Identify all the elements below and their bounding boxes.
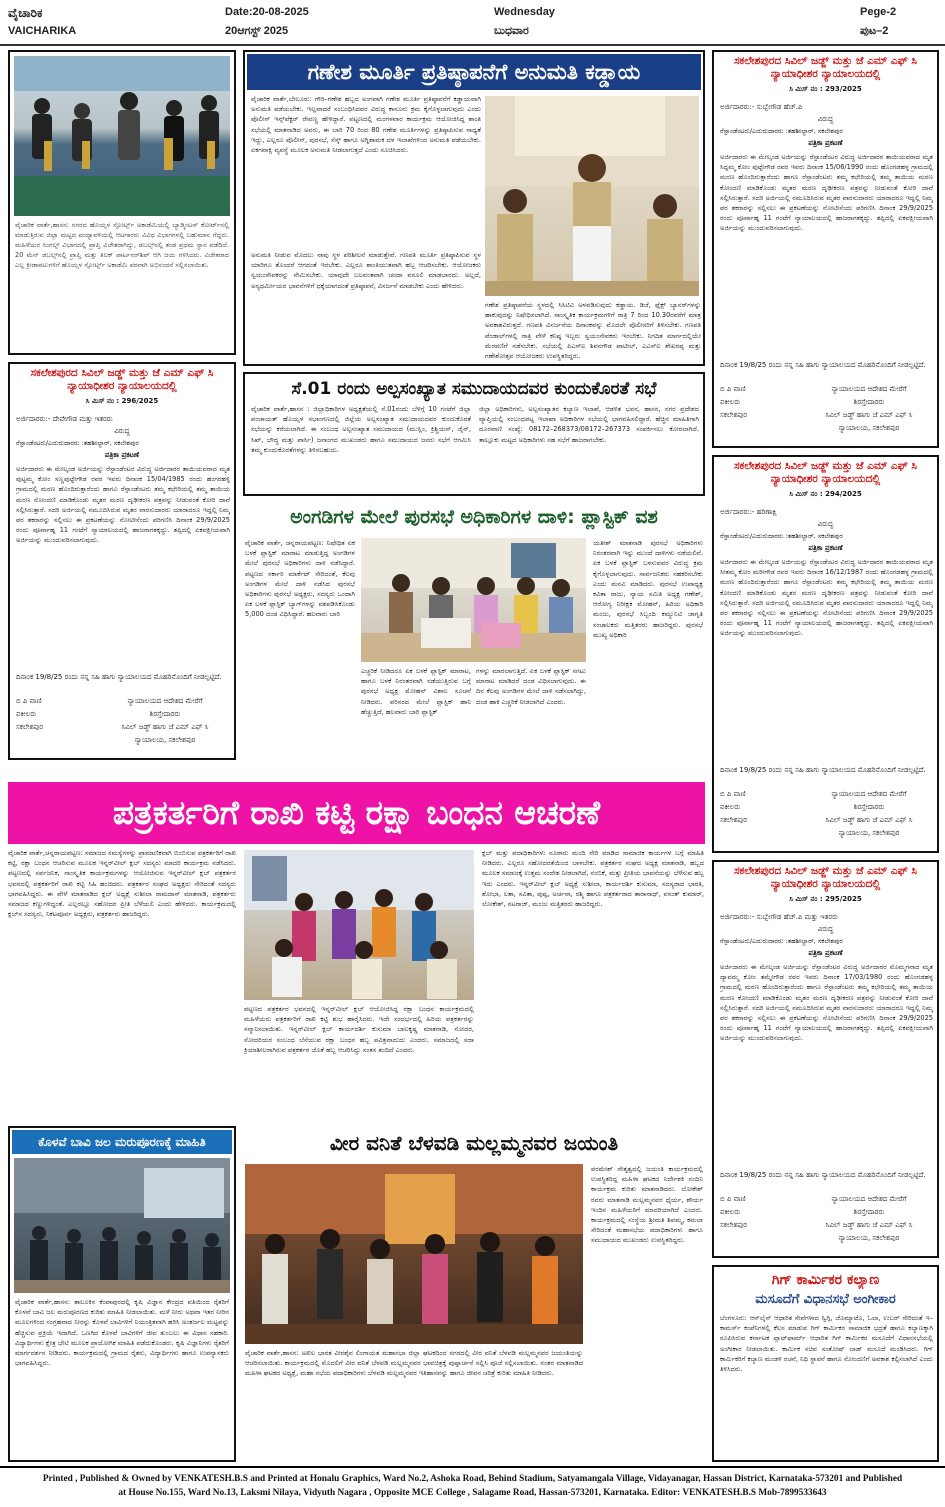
- court-place: ನ್ಯಾಯಾಲಯ, ಸಕಲೇಶಪುರ: [134, 736, 196, 744]
- paper-name-kn: ವೈಚಾರಿಕ: [8, 6, 43, 20]
- rakhi-col3: ಕ್ಲಬ್ ಮತ್ತು ಪದಾಧಿಕಾರಿಗಳು ನೂರಾರು ಮಂದಿ ಸೇರಿ ಮಾಡಿದ ಸಾಮಾಜಿಕ ಕಾರ್ಯಗಳ ಬಗ್ಗೆ ಮಾಹಿತಿ ನೀಡಿದರು. ಎಲ್ಲರೂ ಸಹೋದರತೆಯಿಂದ ಬಾಳಬೇಕು. ಪತ್ರಕರ್ತರ ಸಂಘದ ಅಧ್ಯಕ್ಷ ಮಾತನಾಡಿ, ಹಬ್ಬದ ಮೂಲಕ ಸಮಾಜಕ್ಕೆ ಉತ್ತಮ ಸಂದೇಶ ನೀಡಲಾಗಿದೆ, ನಂಬಿಕೆ, ಮತ್ತು ಪ್ರೀತಿಯ ಭಾವನೆಯನ್ನು ಬೆಳೆಸುವ ಹಬ್ಬ ಇದು ಎಂದರು. ಇನ್ನರ್‌ವೀಲ್ ಕ್ಲಬ್ ಅಧ್ಯಕ್ಷೆ ಸುಶೀಲಾ, ಕಾರ್ಯದರ್ಶಿ ಕುಸುಮಾ, ಸದಸ್ಯರಾದ ಭಾರತಿ, ಶೋಭಾ, ಲತಾ, ಸವಿತಾ, ಪುಷ್ಪ, ಅರ್ಚನಾ, ರಶ್ಮಿ ಹಾಗೂ ಪತ್ರಕರ್ತರಾದ ತಾರಾನಾಥ್, ವಸಂತ್ ಕುಮಾರ್, ಲೋಕೇಶ್, ನಟರಾಜ್, ಮಂಜು ಮತ್ತಿತರರು ಹಾಜರಿದ್ದರು.: [482, 849, 704, 909]
- court-notice-293: [712, 50, 939, 448]
- order-by: ನ್ಯಾಯಾಲಯದ ಆದೇಶದ ಮೇರೆಗೆ: [127, 697, 203, 705]
- notice-body: ಅರ್ಜಿದಾರರು ಈ ಮೇಲ್ಕಂಡ ಅರ್ಜಿಯನ್ನು ರೆಸ್ಪಾಂಡೆಂಟರ ವಿರುದ್ಧ ಅರ್ಜಿದಾರರ ತಾಯಿಯವರಾದ ಮೃತ ಸೀತಮ್ಮ ಕೋಂ ಮರೀಗೌಡ ರವರ ಇವರು ದಿನಾಂಕ 16/12/1987 ರಂದು ಹೊಂಗಡಹಳ್ಳ ಗ್ರಾಮದಲ್ಲಿ ಮರಣ ಹೊಂದಿರುತ್ತಾರೆಂದು ಹಾಗೂ ರೆಸ್ಪಾಂಡೆಂಟರು ತಮ್ಮ ಕಛೇರಿಯಲ್ಲಿ ತಮ್ಮ ತಾಯಿಯ ಮರಣ ಕೋಂದಣಿ ಮಾಡಿಕೊಂಡು ಮೃತರ ಮರಣ ದೃಢೀಕರಣ ಪತ್ರವನ್ನು ನೀಡುವಂತೆ ಕೋರಿ ದಾವೆ ಸಲ್ಲಿಸಿರುತ್ತಾರೆ. ಸದರಿ ಅರ್ಜಿಯಲ್ಲಿ ನಮೂದಿಸಿರುವ ಮೃತರ ವಾರಸುದಾರರು ಯಾರಾದರೂ ಇದ್ದಲ್ಲಿ ನಿಮ್ಮ ಪರ ತಕರಾರನ್ನು ಸಲ್ಲಿಸಲು ಈ ಪ್ರಕಟಣೆಯನ್ನು ನೋಟೀಸೆಂದು ಪರಿಗಣಿಸಿ ದಿನಾಂಕ 29/9/2025 ರಂದು ಪೂರ್ವಾಹ್ನ 11 ಗಂಟೆಗೆ ನ್ಯಾಯಾಲಯದಲ್ಲಿ ಹಾಜರಾಗತಕ್ಕದ್ದು. ತಪ್ಪಿದಲ್ಲಿ ಏಕಪಕ್ಷೀಯವಾಗಿ ಅರ್ಜಿಯನ್ನು ಮುಂದುವರಿಸಲಾಗುವುದು.: [720, 558, 933, 638]
- rakhi-story: [8, 848, 705, 1120]
- mallamma-photo-figures: [245, 1164, 583, 1344]
- judge: ಸಿವಿಲ್ ಜಡ್ಜ್ ಹಾಗು ಜೆ ಎಮ್ ಎಫ್ ಸಿ: [825, 1221, 913, 1229]
- well-body: ವೈಚಾರಿಕ ವಾರ್ತೆ,ಹಾಸನ: ತಾಲೂಕಿನ ಕೆಂಪಾಪುರದಲ್ಲಿ ಕೃಷಿ ವಿಜ್ಞಾನ ಕೇಂದ್ರದ ವತಿಯಿಂದ ರೈತರಿಗೆ ಕೊಳವೆ ಬಾವಿ ಜಲ ಮರುಪೂರಣದ ಕುರಿತು ಮಾಹಿತಿ ನೀಡಲಾಯಿತು. ಮಳೆ ನೀರು ಅಥವಾ ಇತರ ನೀರಿನ ಮೂಲಗಳಿಂದ ಸಂಗ್ರಹವಾದ ನೀರನ್ನು ಕೊಳವೆ ಬಾವಿಗಳಿಗೆ ನಿಯಂತ್ರಿತವಾಗಿ ಹರಿಸಿ ಅಂತರ್ಜಲ ಮಟ್ಟವನ್ನು ಹೆಚ್ಚಿಸುವ ಪ್ರಕ್ರಿಯೆ ಇದಾಗಿದೆ. ಒಣಗಿದ ಕೊಳವೆ ಬಾವಿಗಳಿಗೆ ಜೀವ ತುಂಬಲು ಈ ವಿಧಾನ ಸಹಕಾರಿ. ವಿದ್ಯಾರ್ಥಿಗಳು ಕ್ಷೇತ್ರ ಭೇಟಿ ಮೂಲಕ ಪ್ರಾಯೋಗಿಕ ಮಾಹಿತಿ ಪಡೆದುಕೊಂಡರು. ಕೃಷಿ ವಿಜ್ಞಾನಿಗಳು ರೈತರಿಗೆ ಮಾರ್ಗದರ್ಶನ ನೀಡಿದರು. ಕಾರ್ಯಕ್ರಮದಲ್ಲಿ ಗ್ರಾಮದ ರೈತರು, ವಿದ್ಯಾರ್ಥಿಗಳು ಹಾಗೂ ಉಪನ್ಯಾಸಕರು ಭಾಗವಹಿಸಿದ್ದರು.: [15, 1298, 229, 1368]
- plastic-story: [243, 500, 705, 776]
- applicant: ಅರ್ಜಿದಾರರು:- ಹರಿಣಾಕ್ಷಿ: [720, 508, 777, 516]
- court-notice-295: [712, 860, 939, 1258]
- versus: ವಿರುದ್ಧ: [817, 925, 834, 933]
- notice-title: ಪತ್ರಿಕಾ ಪ್ರಕಟಣೆ: [808, 139, 843, 147]
- court-place: ನ್ಯಾಯಾಲಯ, ಸಕಲೇಶಪುರ: [838, 1234, 900, 1242]
- gig-story: [712, 1265, 939, 1462]
- mallamma-photo: [245, 1164, 583, 1344]
- date-kn: 20ಆಗಸ್ಟ್ 2025: [225, 25, 289, 37]
- rakhi-photo: [244, 850, 474, 1000]
- imprint-line-2: at House No.155, Ward No.13, Laksmi Nilaya, Vidyuth Nagara , Opposite MCE College , Salagame Road, Hassan-573201, Karnataka. Editor: VENKATESH.B.S Mob-7899533643: [118, 1488, 827, 1498]
- versus: ವಿರುದ್ಧ: [817, 115, 834, 123]
- advocate-place: ಸಕಲೇಶಪುರ: [720, 411, 747, 419]
- plastic-photo: [361, 538, 586, 662]
- judge: ಸಿವಿಲ್ ಜಡ್ಜ್ ಹಾಗು ಜೆ ಎಮ್ ಎಫ್ ಸಿ: [121, 723, 209, 731]
- notice-date: ದಿನಾಂಕ 19/8/25 ರಂದು ನನ್ನ ಸಹಿ ಹಾಗು ನ್ಯಾಯಾಲಯದ ಮೊಹರಿನೊಂದಿಗೆ ನೀಡಲ್ಪಟ್ಟಿದೆ.: [720, 361, 926, 369]
- plastic-col2: ಎಚ್ಚರಿಕೆ ನೀಡಿದರೂ ಏಕ ಬಳಕೆ ಪ್ಲಾಸ್ಟಿಕ್ ಮಾರಾಟ, ಹಾಗೂ ಬಳಕೆ ನಿರಂತರವಾಗಿ ನಡೆಯುತ್ತಿರುವ ಬಗ್ಗೆ ಪುರಸಭೆ ಅಧ್ಯಕ್ಷ ಮೋಹನ್ ವಿಶಾಲ ಸೂಚನೆ ನೀಡಿದರು. ಪರಿಸರದ ಮೇಲೆ ಪ್ಲಾಸ್ಟಿಕ್ ಹಾನಿ ಹೆಚ್ಚುತ್ತಿದೆ, ಹಲವಾರು ಬಾರಿ ಪ್ಲಾಸ್ಟಿಕ್: [361, 667, 471, 716]
- sports-caption: ವೈಚಾರಿಕ ವಾರ್ತೆ,ಹಾಸನ: ನಗರದ ಹೊಯ್ಸಳ ಸ್ಪೋರ್ಟ್ಸ್ ಅಕಾಡೆಮಿಯಲ್ಲಿ ಬ್ಯಾಡ್ಮಿಂಟನ್ ಕೋರ್ಟ್‌ನಲ್ಲಿ ಮಾಡುತ್ತಿರುವ ಜಿಲ್ಲಾ ಮಟ್ಟದ ಪಂದ್ಯಾವಳಿಯಲ್ಲಿ ಆಟಗಾರರು ವಿವಿಧ ವಿಭಾಗಗಳಲ್ಲಿ ಬಹುಮಾನ ಗೆದ್ದರು. ಮಹಿಳೆಯರ ಸಿಂಗಲ್ಸ್ ವಿಭಾಗದಲ್ಲಿ ಪ್ರಾಪ್ತಿ ವಿಜೇತರಾಗಿದ್ದು, ಡಬಲ್ಸ್‌ನಲ್ಲಿ ತಂಡ ಪ್ರಥಮ ಸ್ಥಾನ ಪಡೆದಿದೆ. 20 ಮೆನ್ ಡಬಲ್ಸ್‌ನಲ್ಲಿ ಪ್ರಾಪ್ತಿ ಮತ್ತು ತಿಲಕ್ ಪಾರ್ಟನರ್‌ಶಿಪ್ ಆಗಿ ಜಯ ಗಳಿಸಿದರು. ವಿಜೇತರಾದ ಎಲ್ಲ ಕ್ರೀಡಾಪಟುಗಳಿಗೆ ಹೊಯ್ಸಳ ಸ್ಪೋರ್ಟ್ಸ್ ಅಕಾಡೆಮಿ ಪರವಾಗಿ ಅಭಿನಂದನೆ ಸಲ್ಲಿಸಲಾಯಿತು.: [15, 221, 229, 269]
- well-photo-figures: [14, 1158, 230, 1293]
- mallamma-col2: ಪರಮೇಶ್ ನೇತೃತ್ವದಲ್ಲಿ ಜಯಂತಿ ಕಾರ್ಯಕ್ರಮದಲ್ಲಿ ಉಪಸ್ಥಿತರಿದ್ದ ಮಹಿಳಾ ಘಟಕದ ನಿರ್ದೇಶಕಿ ನಂದಿನಿ ಕಾರ್ಯಕ್ರಮ ಕುರಿತು ಮಾತನಾಡಿದರು. ಲೋಕೇಶ್ ರವರು ಮಾತನಾಡಿ ಮಲ್ಲಮ್ಮನವರ ಧೈರ್ಯ, ಶೌರ್ಯ ಇಂದಿನ ಮಹಿಳೆಯರಿಗೆ ಮಾದರಿಯಾಗಿದೆ ಎಂದರು. ಕಾರ್ಯಕ್ರಮದಲ್ಲಿ ಸಂಸ್ಥೆಯ ಶ್ರೀಮತಿ ಶಿವಮ್ಮ, ಕಮಲಾ ಸೇರಿದಂತೆ ಮಹಾಸಭೆಯ ಪದಾಧಿಕಾರಿಗಳು ಹಾಗೂ ಸಮುದಾಯದ ಮುಖಂಡರು ಉಪಸ್ಥಿತರಿದ್ದರು.: [591, 1165, 703, 1245]
- notice-date: ದಿನಾಂಕ 19/8/25 ರಂದು ನನ್ನ ಸಹಿ ಹಾಗು ನ್ಯಾಯಾಲಯದ ಮೊಹರಿನೊಂದಿಗೆ ನೀಡಲ್ಪಟ್ಟಿದೆ.: [720, 1171, 926, 1179]
- paper-name-en: VAICHARIKA: [8, 25, 77, 37]
- applicant: ಅರ್ಜಿದಾರರು:- ಸುಬ್ಬೇಗೌಡ ಹೆಚ್.ಪಿ ಮತ್ತು ಇತರರು: [720, 913, 838, 921]
- notice-body: ಅರ್ಜಿದಾರರು ಈ ಮೇಲ್ಕಂಡ ಅರ್ಜಿಯನ್ನು ರೆಸ್ಪಾಂಡೆಂಟರ ವಿರುದ್ಧ ಅರ್ಜಿದಾರರ ಮೊಮ್ಮಗನಾದ ಮೃತ ದ್ಯಾವಮ್ಮ ಕೋಂ ತಮ್ಮೇಗೌಡ ರವರ ಇವರು ದಿನಾಂಕ 17/03/1980 ರಂದು ಹೊಂಗಡಹಳ್ಳ ಗ್ರಾಮದಲ್ಲಿ ಮರಣ ಹೊಂದಿರುತ್ತಾರೆಂದು ಹಾಗೂ ರೆಸ್ಪಾಂಡೆಂಟರು ತಮ್ಮ ಕಛೇರಿಯಲ್ಲಿ ತಮ್ಮ ತಾಯಿಯ ಮರಣ ಕೋಂದಣಿ ಮಾಡಿಕೊಂಡು ಮೃತರ ಮರಣ ದೃಢೀಕರಣ ಪತ್ರವನ್ನು ನೀಡುವಂತೆ ಕೋರಿ ದಾವೆ ಸಲ್ಲಿಸಿರುತ್ತಾರೆ. ಸದರಿ ಅರ್ಜಿಯಲ್ಲಿ ನಮೂದಿಸಿರುವ ಮೃತರ ವಾರಸುದಾರರು ಯಾರಾದರೂ ಇದ್ದಲ್ಲಿ ನಿಮ್ಮ ಪರ ತಕರಾರನ್ನು ಸಲ್ಲಿಸಲು ಈ ಪ್ರಕಟಣೆಯನ್ನು ನೋಟೀಸೆಂದು ಪರಿಗಣಿಸಿ ದಿನಾಂಕ 29/9/2025 ರಂದು ಪೂರ್ವಾಹ್ನ 11 ಗಂಟೆಗೆ ನ್ಯಾಯಾಲಯದಲ್ಲಿ ಹಾಜರಾಗತಕ್ಕದ್ದು. ತಪ್ಪಿದಲ್ಲಿ ಏಕಪಕ್ಷೀಯವಾಗಿ ಅರ್ಜಿಯನ್ನು ಮುಂದುವರಿಸಲಾಗುವುದು.: [720, 963, 933, 1043]
- sports-story: [8, 50, 236, 355]
- judge: ಸಿವಿಲ್ ಜಡ್ಜ್ ಹಾಗು ಜೆ ಎಮ್ ಎಫ್ ಸಿ: [825, 411, 913, 419]
- clerk: ಶಿರಸ್ತೇದಾರರು: [853, 398, 885, 406]
- advocate-name: ಬಿ ಪಿ ವಾಣಿ: [720, 385, 746, 393]
- advocate-name: ಬಿ ಪಿ ವಾಣಿ: [720, 1195, 746, 1203]
- ganesha-photo: [485, 96, 699, 296]
- respondent: ರೆಸ್ಪಾಂಡೆಂಟರು/ಎದುರುದಾರರು :ತಹಶೀಲ್ದಾರ್, ಸಕಲೇಶಪುರ: [720, 937, 843, 945]
- clerk: ಶಿರಸ್ತೇದಾರರು: [149, 710, 181, 718]
- plastic-col1: ವೈಚಾರಿಕ ವಾರ್ತೆ, ಚನ್ನರಾಯಪಟ್ಟಣ: ನಿಷೇಧಿತ ಏಕ ಬಳಕೆ ಪ್ಲಾಸ್ಟಿಕ್ ಮಾರಾಟ ಮಾಡುತ್ತಿದ್ದ ಅಂಗಡಿಗಳ ಮೇಲೆ ಪುರಸಭೆ ಅಧಿಕಾರಿಗಳು ದಾಳಿ ನಡೆಸಿದ್ದಾರೆ. ಪಟ್ಟಣದ ಸರ್ಕಾರಿ ಮಾರ್ಕೆಟ್ ಸೇರಿದಂತೆ, ಕೆಲವು ಅಂಗಡಿಗಳ ಮೇಲೆ ದಾಳಿ ನಡೆಸಿದ ಪುರಸಭೆ ಅಧಿಕಾರಿಗಳು ಪುರಸಭೆ ಅಧ್ಯಕ್ಷರು, ಸದಸ್ಯರು ಒಂದಾಗಿ ಏಕ ಬಳಕೆ ಪ್ಲಾಸ್ಟಿಕ್ ಬ್ಯಾಗ್‌ಗಳನ್ನು ವಶಪಡಿಸಿಕೊಂಡು 5,000 ದಂಡ ವಿಧಿಸಿದ್ದಾರೆ. ಹಲವಾರು ಬಾರಿ: [245, 539, 355, 619]
- order-by: ನ್ಯಾಯಾಲಯದ ಆದೇಶದ ಮೇರೆಗೆ: [831, 790, 907, 798]
- page-en: Pege-2: [860, 6, 897, 18]
- masthead: [0, 0, 945, 46]
- day-en: Wednesday: [494, 6, 555, 18]
- plastic-col3: ಗಳನ್ನು ಮಾರಲಾಗುತ್ತಿದೆ. ಏಕ ಬಳಕೆ ಪ್ಲಾಸ್ಟಿಕ್ ಸಗಟು ಮಾರಾಟ ಮಾಡಿದರೆ ದಂಡ ವಿಧಿಸಲಾಗುವುದು. ಈ ದಿನ ಕೆಲವು ಅಂಗಡಿಗಳ ಮೇಲೆ ದಾಳಿ ನಡೆಸಲಾಗಿದ್ದು, ದಂಡ ಹಾಕಿ ಎಚ್ಚರಿಕೆ ನೀಡಲಾಗಿದೆ ಎಂದರು.: [476, 667, 586, 706]
- ganesha-para1: ವೈಚಾರಿಕ ವಾರ್ತೆ,ಬೇಲೂರು: ಗೌರಿ–ಗಣೇಶ ಹಬ್ಬದ ಅಂಗವಾಗಿ ಗಣೇಶ ಮೂರ್ತಿ ಪ್ರತಿಷ್ಠಾಪನೆಗೆ ಕಡ್ಡಾಯವಾಗಿ ಅನುಮತಿ ಪಡೆಯಬೇಕು. ಇಲ್ಲವಾದರೆ ಸಂಬಂಧಿಸಿದವರ ವಿರುದ್ಧ ಕಾನೂನು ಕ್ರಮ ಕೈಗೊಳ್ಳಲಾಗುವುದು ಎಂದು ಪೊಲೀಸ್ ಇನ್ಸ್‌ಪೆಕ್ಟರ್ ರೇವಣ್ಣ ಹೇಳಿದ್ದಾರೆ. ಪಟ್ಟಣದಲ್ಲಿ ಮಂಗಳವಾರ ಕಾರ್ಯಕ್ರಮ ಆಯೋಜಿಸಿದ್ದ ಶಾಂತಿ ಸಭೆಯಲ್ಲಿ ಮಾತನಾಡಿದ ಅವರು, ಈ ಬಾರಿ 70 ರಿಂದ 80 ಗಣೇಶ ಮೂರ್ತಿಗಳನ್ನು ಪ್ರತಿಷ್ಠಾಪಿಸುವ ಸಾಧ್ಯತೆ ಇದ್ದು, ಎಲ್ಲರೂ ಪೊಲೀಸ್, ಪುರಸಭೆ, ಸೆಸ್ಕ್ ಹಾಗೂ ಅಗ್ನಿಶಾಮಕ ದಳ ಇಲಾಖೆಗಳಿಂದ ಅನುಮತಿ ಪಡೆಯಬೇಕು. ಏಕಗವಾಕ್ಷಿ ವ್ಯವಸ್ಥೆ ಮೂಲಕ ಅನುಮತಿ ನೀಡಲಾಗುತ್ತದೆ ಎಂದು ಸೂಚಿಸಿದರು.: [251, 95, 481, 155]
- mallamma-headline: ವೀರ ವನಿತೆ ಬೆಳವಡಿ ಮಲ್ಲಮ್ಮನವರ ಜಯಂತಿ: [329, 1131, 619, 1155]
- order-by: ನ್ಯಾಯಾಲಯದ ಆದೇಶದ ಮೇರೆಗೆ: [831, 1195, 907, 1203]
- notice-body: ಅರ್ಜಿದಾರರು ಈ ಮೇಲ್ಕಂಡ ಅರ್ಜಿಯನ್ನು ರೆಸ್ಪಾಂಡೆಂಟರ ವಿರುದ್ಧ ಅರ್ಜಿದಾರರ ತಾಯಿಯವರಾದ ಮೃತ ಪುಟ್ಟಮ್ಮ ಕೋಂ ಸಣ್ಣಪುಟ್ಟೇಗೌಡ ರವರ ಇವರು ದಿನಾಂಕ 15/04/1985 ರಂದು ಹಂಗರಹಳ್ಳಿ ಗ್ರಾಮದಲ್ಲಿ ಮರಣ ಹೊಂದಿರುತ್ತಾರೆಂದು ಹಾಗೂ ರೆಸ್ಪಾಂಡೆಂಟರು ತಮ್ಮ ಕಛೇರಿಯಲ್ಲಿ ತಮ್ಮ ತಾಯಿಯ ಮರಣ ನೋಂದಣಿ ಮಾಡಿಕೊಂಡು ಮೃತರ ಮರಣ ದೃಢೀಕರಣ ಪತ್ರವನ್ನು ನೀಡುವಂತೆ ಕೋರಿ ದಾವೆ ಸಲ್ಲಿಸಿರುತ್ತಾರೆ. ಸದರಿ ಅರ್ಜಿಯಲ್ಲಿ ನಮೂದಿಸಿರುವ ಮೃತರ ವಾರಸುದಾರರು ಯಾರಾದರೂ ಇದ್ದಲ್ಲಿ ನಿಮ್ಮ ಪರ ತಕರಾರನ್ನು ಸಲ್ಲಿಸಲು ಈ ಪ್ರಕಟಣೆಯನ್ನು ನೋಟೀಸೆಂದು ಪರಿಗಣಿಸಿ ದಿನಾಂಕ 29/9/2025 ರಂದು ಪೂರ್ವಾಹ್ನ 11 ಗಂಟೆಗೆ ನ್ಯಾಯಾಲಯದಲ್ಲಿ ಹಾಜರಾಗತಕ್ಕದ್ದು. ತಪ್ಪಿದಲ್ಲಿ ಏಕಪಕ್ಷೀಯವಾಗಿ ಅರ್ಜಿಯನ್ನು ಮುಂದುವರಿಸಲಾಗುವುದು.: [16, 465, 230, 545]
- imprint-line-1: Printed , Published & Owned by VENKATESH.B.S and Printed at Honalu Graphics, Ward No.2, Ashoka Road, Behind Stadium, Satyamangala Village, Vidayanagar, Hassan District, Karnataka-573201 and Published: [42, 1474, 903, 1484]
- plastic-col4: ಯತೀಶ್ ಮಾತನಾಡಿ ಪುರಸಭೆ ಅಧಿಕಾರಿಗಳು ನಿರಂತರವಾಗಿ ಇನ್ನು ಮುಂದೆ ದಾಳಿಗಳು ನಡೆಯಲಿವೆ. ಏಕ ಬಳಕೆ ಪ್ಲಾಸ್ಟಿಕ್ ಬಳಸುವವರ ವಿರುದ್ಧ ಕ್ರಮ ಕೈಗೊಳ್ಳಲಾಗುವುದು. ಸಾರ್ವಜನಿಕರು ಸಹಕರಿಸಬೇಕು ಎಂದು ಮನವಿ ಮಾಡಿದರು. ಪುರಸಭೆ ಉಪಾಧ್ಯಕ್ಷ ಕವಿತಾ ರಾಜು, ನ್ಯಾಯ ಸಮಿತಿ ಅಧ್ಯಕ್ಷ ಗಣೇಶ್, ಆರೋಗ್ಯ ನಿರೀಕ್ಷಕ ಮೋಹನ್, ಹಿರಿಯ ಅಧಿಕಾರಿ ಮಂಜು, ಪುರಸಭೆ ಸಿಬ್ಬಂದಿ ಕಮ್ಯುನಿಟಿ ಜಾಗೃತಿ ಸಂಚಾಲಕರು ಮತ್ತಿತರರು ಹಾಜರಿದ್ದರು. ಪುರಸಭೆ ಮುಖ್ಯ ಅಧಿಕಾರಿ: [593, 539, 703, 639]
- clerk: ಶಿರಸ್ತೇದಾರರು: [853, 803, 885, 811]
- ganesha-photo-figures: [485, 96, 699, 296]
- ganesha-story: [243, 50, 705, 366]
- respondent: ರೆಸ್ಪಾಂಡೆಂಟರು/ಎದುರುದಾರರು :ತಹಶೀಲ್ದಾರ್, ಸಕಲೇಶಪುರ: [720, 532, 843, 540]
- rakhi-headline: ಪತ್ರಕರ್ತರಿಗೆ ರಾಖಿ ಕಟ್ಟಿ ರಕ್ಷಾ ಬಂಧನ ಆಚರಣೆ: [112, 793, 601, 832]
- sports-photo-figures: [14, 56, 230, 216]
- case-number: ಸಿ ಮಿಸ್ ನಂ : 294/2025: [789, 490, 862, 498]
- court-place: ನ್ಯಾಯಾಲಯ, ಸಕಲೇಶಪುರ: [838, 424, 900, 432]
- advocate-role: ವಕೀಲರು: [16, 710, 37, 718]
- page-kn: ಪುಟ–2: [860, 25, 889, 37]
- advocate-place: ಸಕಲೇಶಪುರ: [720, 816, 747, 824]
- court-heading: ಸಕಲೇಶಪುರದ ಸಿವಿಲ್ ಜಡ್ಜ್ ಮತ್ತು ಜೆ ಎಮ್ ಎಫ್ ಸಿ ನ್ಯಾಯಾಧೀಶರ ನ್ಯಾಯಾಲಯದಲ್ಲಿ: [733, 460, 918, 485]
- applicant: ಅರ್ಜಿದಾರರು:- ದೇವೇಗೌಡ ಮತ್ತು ಇತರರು: [16, 415, 113, 423]
- notice-date: ದಿನಾಂಕ 19/8/25 ರಂದು ನನ್ನ ಸಹಿ ಹಾಗು ನ್ಯಾಯಾಲಯದ ಮೊಹರಿನೊಂದಿಗೆ ನೀಡಲ್ಪಟ್ಟಿದೆ.: [16, 673, 222, 681]
- rakhi-banner: [8, 782, 705, 844]
- minority-col2: ಜಿಲ್ಲಾ ಅಧಿಕಾರಿಗಳು, ಅಲ್ಪಸಂಖ್ಯಾತರ ಕಲ್ಯಾಣ ಇಲಾಖೆ, ಆಡಳಿತ ಭವನ, ಹಾಸನ, ನಗರ ಪ್ರದೇಶದ ವ್ಯಾಪ್ತಿಯಲ್ಲಿ ಸಂಬಂಧಪಟ್ಟ ಇಲಾಖಾ ಅಧಿಕಾರಿಗಳ ಸಭೆಯಲ್ಲಿ ಭಾಗವಹಿಸಲಿದ್ದಾರೆ. ಹೆಚ್ಚಿನ ಮಾಹಿತಿಗಾಗಿ ದೂರವಾಣಿ ಸಂಖ್ಯೆ: 08172–268373/08172–267373 ಸಂಪರ್ಕಿಸಲು ಕೋರಲಾಗಿದೆ. ತಾಲ್ಲೂಕು ಮಟ್ಟದ ಅಧಿಕಾರಿಗಳು ಸಹ ಸಭೆಗೆ ಹಾಜರಾಗಬೇಕು.: [479, 405, 699, 444]
- imprint-footer: [0, 1466, 945, 1507]
- judge: ಸಿವಿಲ್ ಜಡ್ಜ್ ಹಾಗು ಜೆ ಎಮ್ ಎಫ್ ಸಿ: [825, 816, 913, 824]
- advocate-role: ವಕೀಲರು: [720, 803, 741, 811]
- advocate-place: ಸಕಲೇಶಪುರ: [720, 1221, 747, 1229]
- clerk: ಶಿರಸ್ತೇದಾರರು: [853, 1208, 885, 1216]
- gig-headline-2: ಮಸೂದೆಗೆ ವಿಧಾನಸಭೆ ಅಂಗೀಕಾರ: [755, 1292, 896, 1307]
- notice-body: ಅರ್ಜಿದಾರರು ಈ ಮೇಲ್ಕಂಡ ಅರ್ಜಿಯನ್ನು ರೆಸ್ಪಾಂಡೆಂಟರ ವಿರುದ್ಧ ಅರ್ಜಿದಾರರ ತಾಯಿಯವರಾದ ಮೃತ ಸಿದ್ದಮ್ಮ ಕೋಂ ಪುಟ್ಟೇಗೌಡ ರವರ ಇವರು ದಿನಾಂಕ 15/06/1990 ರಂದು ಹೊಂಗಡಹಳ್ಳ ಗ್ರಾಮದಲ್ಲಿ ಮರಣ ಹೊಂದಿರುತ್ತಾರೆಂದು ಹಾಗೂ ರೆಸ್ಪಾಂಡೆಂಟರು ತಮ್ಮ ಕಛೇರಿಯಲ್ಲಿ ತಮ್ಮ ತಾಯಿಯ ಮರಣ ಕೋಂದಣಿ ಮಾಡಿಕೊಂಡು ಮೃತರ ಮರಣ ದೃಢೀಕರಣ ಪತ್ರವನ್ನು ನೀಡುವಂತೆ ಕೋರಿ ದಾವೆ ಸಲ್ಲಿಸಿರುತ್ತಾರೆ. ಸದರಿ ಅರ್ಜಿಯಲ್ಲಿ ನಮೂದಿಸಿರುವ ಮೃತರ ವಾರಸುದಾರರು ಯಾರಾದರೂ ಇದ್ದಲ್ಲಿ ನಿಮ್ಮ ಪರ ತಕರಾರನ್ನು ಸಲ್ಲಿಸಲು ಈ ಪ್ರಕಟಣೆಯನ್ನು ನೋಟೀಸೆಂದು ಪರಿಗಣಿಸಿ ದಿನಾಂಕ 29/9/2025 ರಂದು ಪೂರ್ವಾಹ್ನ 11 ಗಂಟೆಗೆ ನ್ಯಾಯಾಲಯದಲ್ಲಿ ಹಾಜರಾಗತಕ್ಕದ್ದು. ತಪ್ಪಿದಲ್ಲಿ ಏಕಪಕ್ಷೀಯವಾಗಿ ಅರ್ಜಿಯನ್ನು ಮುಂದುವರಿಸಲಾಗುವುದು.: [720, 153, 933, 233]
- respondent: ರೆಸ್ಪಾಂಡೆಂಟರು/ಎದುರುದಾರರು :ತಹಶೀಲ್ದಾರ್, ಸಕಲೇಶಪುರ: [720, 127, 843, 135]
- court-notice-294: [712, 455, 939, 853]
- court-heading: ಸಕಲೇಶಪುರದ ಸಿವಿಲ್ ಜಡ್ಜ್ ಮತ್ತು ಜೆ ಎಮ್ ಎಫ್ ಸಿ ನ್ಯಾಯಾಧೀಶರ ನ್ಯಾಯಾಲಯದಲ್ಲಿ: [30, 367, 214, 392]
- minority-story: [243, 372, 705, 496]
- gig-headline-1: ಗಿಗ್ ಕಾರ್ಮಿಕರ ಕಲ್ಯಾಣ: [771, 1272, 880, 1288]
- day-kn: ಬುಧವಾರ: [494, 25, 529, 37]
- case-number: ಸಿ ಮಿಸ್ ನಂ : 296/2025: [85, 397, 159, 405]
- ganesha-photo-caption: ಗಣೇಶ ಪ್ರತಿಷ್ಠಾಪನೆಯ ಸ್ಥಳದಲ್ಲಿ ಸಿಸಿಟಿವಿ ಅಳವಡಿಸುವುದು ಕಡ್ಡಾಯ. ಡಿಜೆ, ಫ್ಲೆಕ್ಸ್ ಬ್ಯಾನರ್‌ಗಳನ್ನು ಹಾಕುವುದನ್ನು ನಿಷೇಧಿಸಲಾಗಿದೆ. ಸಾಂಸ್ಕೃತಿಕ ಕಾರ್ಯಕ್ರಮಗಳಿಗೆ ರಾತ್ರಿ 7 ರಿಂದ 10.30ರವರೆಗೆ ಮಾತ್ರ ಅವಕಾಶವಿರುತ್ತದೆ. ಗಣಪತಿ ವಿಸರ್ಜನೆಯ ದಿನಾಂಕವನ್ನು ಮೊದಲೇ ಪೊಲೀಸರಿಗೆ ತಿಳಿಸಬೇಕು. ಗಣಪತಿ ಪೆಂಡಾಲ್‌ಗಳಲ್ಲಿ ರಾತ್ರಿ ವೇಳೆ ಕನಿಷ್ಠ ಇಬ್ಬರು ಸ್ವಯಂಸೇವಕರು ಇರಬೇಕು. ನಿಗದಿತ ಮಾರ್ಗದಲ್ಲಿಯೇ ಮೆರವಣಿಗೆ ನಡೆಸಬೇಕು. ಸಭೆಯಲ್ಲಿ ಪಿಎಸ್‌ಐ ಶಿವನಗೌಡ ಪಾಟೀಲ್, ಎಎಸ್‌ಐ ಶೇಖರಪ್ಪ ಮತ್ತು ಗಣೇಶೋತ್ಸವ ಆಯೋಜಕರು ಉಪಸ್ಥಿತರಿದ್ದರು.: [485, 301, 701, 361]
- mallamma-story: [243, 1126, 705, 1462]
- well-photo: [14, 1158, 230, 1293]
- order-by: ನ್ಯಾಯಾಲಯದ ಆದೇಶದ ಮೇರೆಗೆ: [831, 385, 907, 393]
- notice-title: ಪತ್ರಿಕಾ ಪ್ರಕಟಣೆ: [104, 451, 140, 459]
- applicant: ಅರ್ಜಿದಾರರು:- ಸುಬ್ಬೇಗೌಡ ಹೆಚ್.ಪಿ: [720, 103, 803, 111]
- case-number: ಸಿ ಮಿಸ್ ನಂ : 293/2025: [789, 85, 862, 93]
- advocate-name: ಬಿ ಪಿ ವಾಣಿ: [720, 790, 746, 798]
- minority-col1: ವೈಚಾರಿಕ ವಾರ್ತೆ,ಹಾಸನ : ಜಿಲ್ಲಾಧಿಕಾರಿಗಳ ಅಧ್ಯಕ್ಷತೆಯಲ್ಲಿ ಸೆ.01ರಂದು ಬೆಳಿಗ್ಗೆ 10 ಗಂಟೆಗೆ ಜಿಲ್ಲಾ ಪಂಚಾಯತ್ ಹೊಯ್ಸಳ ಸಭಾಂಗಣದಲ್ಲಿ ಜಿಲ್ಲೆಯ ಅಲ್ಪಸಂಖ್ಯಾತ ಸಮುದಾಯದವರ ಕುಂದುಕೊರತೆ ಸಭೆಯನ್ನು ಕರೆಯಲಾಗಿದೆ. ಈ ಸಂಬಂಧ ಅಲ್ಪಸಂಖ್ಯಾತ ಸಮುದಾಯದ (ಮುಸ್ಲಿಂ, ಕ್ರಿಶ್ಚಿಯನ್, ಜೈನ್, ಸಿಖ್, ಬೌದ್ಧ ಮತ್ತು ಪಾರ್ಸಿ) ಜನಾಂಗದ ಮುಖಂಡರು ಹಾಗೂ ಸಮುದಾಯದ ಜನರು ಸಭೆಗೆ ಆಗಮಿಸಿ ತಮ್ಮ ಕುಂದುಕೊರತೆಗಳನ್ನು ತಿಳಿಸಬಹುದು.: [251, 405, 471, 454]
- court-notice-296: [8, 362, 236, 760]
- rakhi-col2: ಪಟ್ಟಣದ ಪತ್ರಕರ್ತರ ಭವನದಲ್ಲಿ ಇನ್ನರ್‌ವೀಲ್ ಕ್ಲಬ್ ಆಯೋಜಿಸಿದ್ದ ರಕ್ಷಾ ಬಂಧನ ಕಾರ್ಯಕ್ರಮದಲ್ಲಿ ಮಹಿಳೆಯರು ಪತ್ರಕರ್ತರಿಗೆ ರಾಖಿ ಕಟ್ಟಿ ಶುಭ ಹಾರೈಸಿದರು. ಇದೇ ಸಂದರ್ಭದಲ್ಲಿ ಹಿರಿಯ ಪತ್ರಕರ್ತರನ್ನು ಸನ್ಮಾನಿಸಲಾಯಿತು. ಇನ್ನರ್‌ವೀಲ್ ಕ್ಲಬ್ ಕಾರ್ಯದರ್ಶಿ ಕುಸುಮಾ ಬಾಲಕೃಷ್ಣ ಮಾತನಾಡಿ, ಸೋದರ, ಸೋದರಿಯರ ಸಂಬಂಧ ಬೆಸೆಯುವ ರಕ್ಷಾ ಬಂಧನ ಹಬ್ಬ ಪವಿತ್ರವಾದುದು ಎಂದರು. ಸಮಾಜದಲ್ಲಿ ಸದಾ ಕ್ರಿಯಾಶೀಲರಾಗಿರುವ ಪತ್ರಕರ್ತರ ಜೊತೆ ಹಬ್ಬ ಆಚರಿಸಿದ್ದು ಸಂತಸ ತಂದಿದೆ ಎಂದರು.: [244, 1005, 474, 1054]
- minority-headline: ಸೆ.01 ರಂದು ಅಲ್ಪಸಂಖ್ಯಾತ ಸಮುದಾಯದವರ ಕುಂದುಕೊರತೆ ಸಭೆ: [291, 379, 657, 399]
- versus: ವಿರುದ್ಧ: [114, 427, 130, 435]
- respondent: ರೆಸ್ಪಾಂಡೆಂಟರು/ಎದುರುದಾರರು :ತಹಶೀಲ್ದಾರ್, ಸಕಲೇಶಪುರ: [16, 439, 139, 447]
- well-headline: ಕೊಳವೆ ಬಾವಿ ಜಲ ಮರುಪೂರಣಕ್ಕೆ ಮಾಹಿತಿ: [12, 1130, 232, 1154]
- gig-body: ಬೆಂಗಳೂರು: ಆನ್‌ಲೈನ್ ಆಧಾರಿತ ಸೇವೆಗಳಾದ ಸ್ವಿಗ್ಗಿ, ಜೊಮ್ಯಾಟೊ, ಓಲಾ, ಉಬರ್ ಸೇರಿದಂತೆ ಇ–ಕಾಮರ್ಸ್ ಕಂಪೆನಿಗಳಲ್ಲಿ ಕೆಲಸ ಮಾಡುವ ಗಿಗ್ ಕಾರ್ಮಿಕರ ಸಾಮಾಜಿಕ ಭದ್ರತೆ ಹಾಗೂ ಕಲ್ಯಾಣಕ್ಕಾಗಿ ರೂಪಿಸಿರುವ ಕರ್ನಾಟಕ ಪ್ಲಾಟ್‌ಫಾರ್ಮ್ ಆಧಾರಿತ ಗಿಗ್ ಕಾರ್ಮಿಕರ ಮಸೂದೆಗೆ ವಿಧಾನಸಭೆಯಲ್ಲಿ ಅಂಗೀಕಾರ ನೀಡಲಾಯಿತು. ಕಾರ್ಮಿಕ ಸಚಿವ ಸಂತೋಷ್ ಲಾಡ್ ಮಸೂದೆ ಮಂಡಿಸಿದರು. ಗಿಗ್ ಕಾರ್ಮಿಕರಿಗೆ ಕಲ್ಯಾಣ ಮಂಡಳಿ ರಚನೆ, ನಿಧಿ ಸ್ಥಾಪನೆ ಹಾಗೂ ನೋಂದಣಿಗೆ ಅವಕಾಶ ಕಲ್ಪಿಸಲಾಗಿದೆ ಎಂದು ತಿಳಿಸಿದರು.: [720, 1314, 933, 1374]
- mallamma-col1: ವೈಚಾರಿಕ ವಾರ್ತೆ,ಹಾಸನ: ಅಖಿಲ ಭಾರತ ವೀರಶೈವ ಲಿಂಗಾಯತ ಮಹಾಸಭಾ ಜಿಲ್ಲಾ ಘಟಕದಿಂದ ನಗರದಲ್ಲಿ ವೀರ ವನಿತೆ ಬೆಳವಡಿ ಮಲ್ಲಮ್ಮನವರ ಜಯಂತಿಯನ್ನು ಆಚರಿಸಲಾಯಿತು. ಕಾರ್ಯಕ್ರಮದಲ್ಲಿ ಮೊದಲಿಗೆ ವೀರ ವನಿತೆ ಬೆಳವಡಿ ಮಲ್ಲಮ್ಮನವರ ಭಾವಚಿತ್ರಕ್ಕೆ ಪುಷ್ಪಾರ್ಚನೆ ಸಲ್ಲಿಸಿ ಪೂಜೆ ಸಲ್ಲಿಸಲಾಯಿತು. ನಂತರ ಮಾತನಾಡಿದ ಮಹಿಳಾ ಘಟಕದ ಅಧ್ಯಕ್ಷೆ, ಮಹಾ ಸಭೆಯ ಪದಾಧಿಕಾರಿಗಳು ಬೆಳವಡಿ ಮಲ್ಲಮ್ಮನವರ ಇತಿಹಾಸವನ್ನು ಹಾಗೂ ಜೀವನ ಚರಿತ್ರೆ ಕುರಿತು ಮಾಹಿತಿ ನೀಡಿದರು.: [245, 1349, 583, 1378]
- court-heading: ಸಕಲೇಶಪುರದ ಸಿವಿಲ್ ಜಡ್ಜ್ ಮತ್ತು ಜೆ ಎಮ್ ಎಫ್ ಸಿ ನ್ಯಾಯಾಧೀಶರ ನ್ಯಾಯಾಲಯದಲ್ಲಿ: [733, 865, 918, 890]
- date-en: Date:20-08-2025: [225, 6, 309, 18]
- notice-date: ದಿನಾಂಕ 19/8/25 ರಂದು ನನ್ನ ಸಹಿ ಹಾಗು ನ್ಯಾಯಾಲಯದ ಮೊಹರಿನೊಂದಿಗೆ ನೀಡಲ್ಪಟ್ಟಿದೆ.: [720, 766, 926, 774]
- rakhi-photo-figures: [244, 850, 474, 1000]
- court-place: ನ್ಯಾಯಾಲಯ, ಸಕಲೇಶಪುರ: [838, 829, 900, 837]
- plastic-headline: ಅಂಗಡಿಗಳ ಮೇಲೆ ಪುರಸಭೆ ಅಧಿಕಾರಿಗಳ ದಾಳಿ: ಪ್ಲಾಸ್ಟಿಕ್ ವಶ: [290, 506, 658, 528]
- notice-title: ಪತ್ರಿಕಾ ಪ್ರಕಟಣೆ: [808, 949, 843, 957]
- case-number: ಸಿ ಮಿಸ್ ನಂ : 295/2025: [789, 895, 862, 903]
- notice-title: ಪತ್ರಿಕಾ ಪ್ರಕಟಣೆ: [808, 544, 843, 552]
- sports-photo: [14, 56, 230, 216]
- advocate-place: ಸಕಲೇಶಪುರ: [16, 723, 43, 731]
- versus: ವಿರುದ್ಧ: [817, 520, 834, 528]
- ganesha-headline: ಗಣೇಶ ಮೂರ್ತಿ ಪ್ರತಿಷ್ಠಾಪನೆಗೆ ಅನುಮತಿ ಕಡ್ಡಾಯ: [247, 54, 701, 90]
- plastic-photo-figures: [361, 538, 586, 662]
- advocate-name: ಬಿ ಪಿ ವಾಣಿ: [16, 697, 42, 705]
- well-story: [8, 1126, 236, 1462]
- advocate-role: ವಕೀಲರು: [720, 1208, 741, 1216]
- ganesha-para2: ಅನುಮತಿ ನೀಡುವ ಮೊದಲು ನಾವು ಸ್ಥಳ ಪರಿಶೀಲನೆ ಮಾಡುತ್ತೇವೆ. ಗಣಪತಿ ಮೂರ್ತಿ ಪ್ರತಿಷ್ಠಾಪಿಸುವ ಸ್ಥಳ ಯಾರಿಗೂ ತೊಂದರೆ ಆಗದಂತೆ ಇರಬೇಕು. ಎಲ್ಲರೂ ಶಾಂತಿಯುತವಾಗಿ ಹಬ್ಬ ಆಚರಿಸಬೇಕು. ಆಯೋಜಕರು ಸ್ವಯಂಸೇವಕರನ್ನು ನೇಮಿಸಬೇಕು. ಯಾವುದೇ ಬಲವಂತವಾಗಿ ಚಂದಾ ವಸೂಲಿ ಮಾಡಬಾರದು. ಅಲ್ಲದೆ, ಅನ್ಯಧರ್ಮೀಯರ ಭಾವನೆಗಳಿಗೆ ಧಕ್ಕೆಯಾಗದಂತೆ ಪ್ರತಿಷ್ಠಾಪನೆ, ವಿಸರ್ಜನೆ ಮಾಡಬೇಕು ಎಂದು ಹೇಳಿದರು.: [251, 251, 481, 290]
- court-heading: ಸಕಲೇಶಪುರದ ಸಿವಿಲ್ ಜಡ್ಜ್ ಮತ್ತು ಜೆ ಎಮ್ ಎಫ್ ಸಿ ನ್ಯಾಯಾಧೀಶರ ನ್ಯಾಯಾಲಯದಲ್ಲಿ: [733, 55, 918, 80]
- rakhi-col1: ವೈಚಾರಿಕ ವಾರ್ತೆ,ಚನ್ನರಾಯಪಟ್ಟಣ: ಸಮಾಜದ ಸಮಸ್ಯೆಗಳನ್ನು ಪ್ರಾಮಾಣಿಕವಾಗಿ ಬಿಂಬಿಸುವ ಪತ್ರಕರ್ತರಿಗೆ ರಾಖಿ ಕಟ್ಟಿ, ರಕ್ಷಾ ಬಂಧನ ಆಚರಿಸುವ ಮೂಲಕ ಇನ್ನರ್‌ವೀಲ್ ಕ್ಲಬ್ ಸದಸ್ಯರು ಮಾದರಿ ಕಾರ್ಯಕ್ರಮ ನಡೆಸಿದರು. ಪಟ್ಟಣದಲ್ಲಿ ಸರ್ವಜನಿಕ, ಸಾಂಸ್ಕೃತಿಕ ಕಾರ್ಯಕ್ರಮಗಳನ್ನು ಆಯೋಜಿಸುವ ಇನ್ನರ್‌ವೀಲ್ ಕ್ಲಬ್ ಪತ್ರಕರ್ತರ ಭವನದಲ್ಲಿ ಪತ್ರಕರ್ತರಿಗೆ ರಾಖಿ ಕಟ್ಟಿ ಸಿಹಿ ಹಂಚಿದರು. ಪತ್ರಕರ್ತರ ಸಂಘದ ಅಧ್ಯಕ್ಷರು ಸೇರಿದಂತೆ ಸದಸ್ಯರು ಭಾಗವಹಿಸಿದ್ದರು. ಈ ವೇಳೆ ಮಾತನಾಡಿದ ಕ್ಲಬ್ ಅಧ್ಯಕ್ಷೆ ಸುಶೀಲಾ ರಾಮದಾಸ್ ಮಾತನಾಡಿ, ಪತ್ರಕರ್ತರು ಸಮಾಜದ ಕಣ್ಣುಗಳಿದ್ದಂತೆ. ಎಲ್ಲರಲ್ಲೂ ಸಹೋದರ ಪ್ರೀತಿ ಬೆಳೆಯಲಿ ಎಂದು ಹೇಳಿದರು. ಕಾರ್ಯಕ್ರಮದಲ್ಲಿ ಕ್ಲಬ್‌ನ ಸದಸ್ಯರು, ನಿಕಟಪೂರ್ವ ಅಧ್ಯಕ್ಷರು, ಪತ್ರಕರ್ತರು ಹಾಜರಿದ್ದರು.: [8, 849, 236, 919]
- advocate-role: ವಕೀಲರು: [720, 398, 741, 406]
